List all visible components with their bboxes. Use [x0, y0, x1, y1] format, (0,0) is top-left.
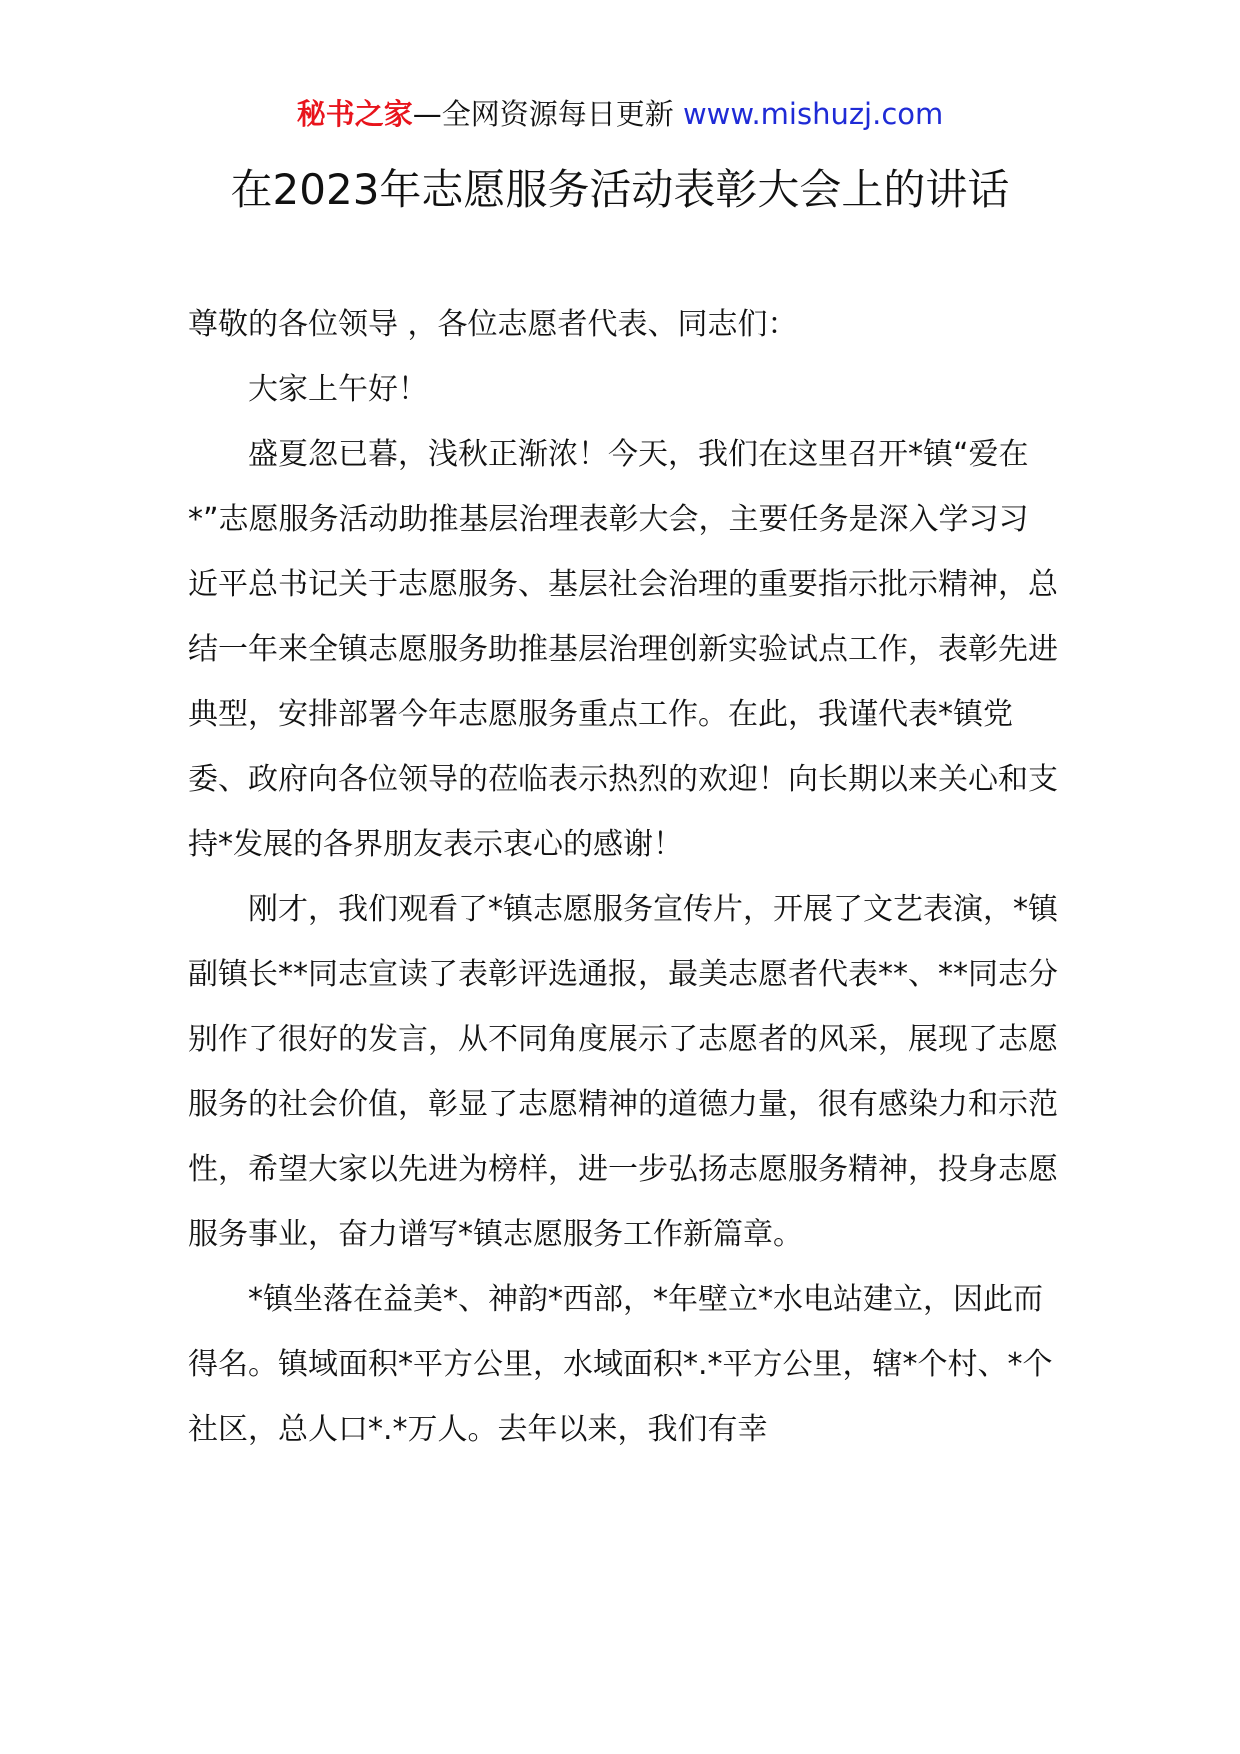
paragraph: 刚才，我们观看了*镇志愿服务宣传片，开展了文艺表演，*镇副镇长**同志宣读了表彰评选通报，最美志愿者代表**、**同志分别作了很好的发言，从不同角度展示了志愿者的风采，展现了志愿服务的社会价值，彰显了志愿精神的道德力量，很有感染力和示范性，希望大家以先进为榜样，进一步弘扬志愿服务精神，投身志愿服务事业，奋力谱写*镇志愿服务工作新篇章。	[188, 892, 1058, 1252]
site-brand: 秘书之家	[296, 97, 413, 131]
document-body	[188, 292, 1058, 1462]
paragraph: *镇坐落在益美*、神韵*西部，*年壁立*水电站建立，因此而得名。镇域面积*平方公里，水域面积*.*平方公里，辖*个村、*个社区，总人口*.*万人。去年以来，我们有幸	[188, 1282, 1053, 1447]
document-title: 在2023年志愿服务活动表彰大会上的讲话	[230, 165, 1010, 214]
site-header	[0, 96, 1240, 132]
site-tagline: —全网资源每日更新	[412, 97, 674, 131]
paragraph: 大家上午好！	[248, 372, 428, 407]
paragraph: 盛夏忽已暮，浅秋正渐浓！今天，我们在这里召开*镇“爱在*”志愿服务活动助推基层治理表彰大会，主要任务是深入学习习近平总书记关于志愿服务、基层社会治理的重要指示批示精神，总结一年来全镇志愿服务助推基层治理创新实验试点工作，表彰先进典型，安排部署今年志愿服务重点工作。在此，我谨代表*镇党委、政府向各位领导的莅临表示热烈的欢迎！向长期以来关心和支持*发展的各界朋友表示衷心的感谢！	[188, 437, 1058, 862]
salutation: 尊敬的各位领导 ，各位志愿者代表、同志们：	[188, 307, 798, 342]
site-url-link[interactable]: www.mishuzj.com	[682, 97, 944, 131]
